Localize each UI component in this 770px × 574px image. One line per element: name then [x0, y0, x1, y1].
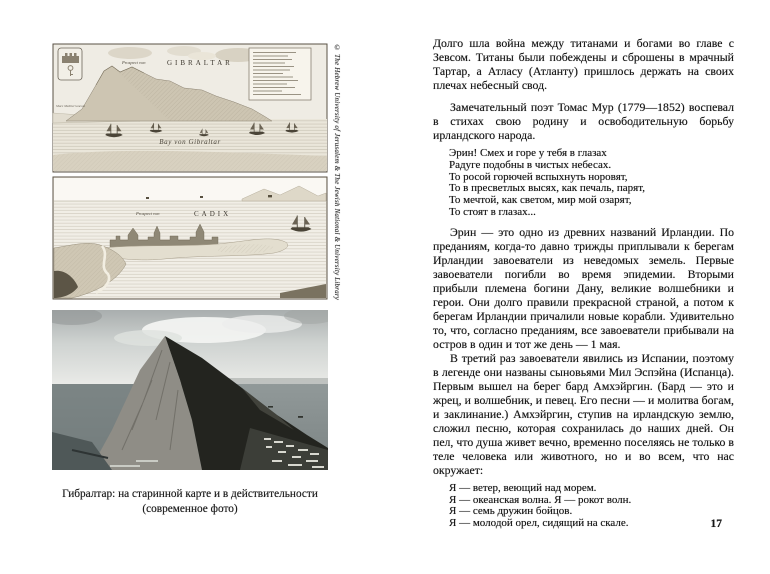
engraving-illustration	[52, 43, 328, 300]
poem-line: Радуге подобны в чистых небесах.	[449, 158, 612, 171]
photo-illustration	[52, 310, 328, 470]
cadix-title: CADIX	[194, 210, 232, 218]
gibraltar-crest-icon	[58, 48, 82, 80]
distant-coast	[228, 378, 328, 384]
photo-caption-line2: (современное фото)	[142, 502, 238, 515]
poem-line: Я — молодой орел, сидящий на скале.	[449, 517, 629, 530]
gibraltar-title-prefix: Prospect von	[122, 60, 146, 65]
poem-line: Я — океанская волна. Я — рокот волн.	[449, 493, 632, 506]
engraving-panel-gibraltar	[53, 44, 327, 172]
mare-mediterraneum-label: Mare Mediterraneum	[56, 104, 86, 108]
poem-line: Я — ветер, веющий над морем.	[449, 481, 597, 494]
engraving-panel-cadix	[53, 177, 327, 299]
poem-line: Я — семь дружин бойцов.	[449, 505, 573, 518]
paragraph-amergin: В третий раз завоеватели явились из Испании, поэтому в легенде они названы сыновьями Мил Эспэйна (Испанца). Первым вышел на берег бард Амхэйргин. (Бард — это и жрец, и волшебник, и певец. Его песни — и молитва богам, и заклинание.) Амхэйргин, ступив на ирландскую землю, сложил песню, которая сохранилась до наших дней. Он пел, что душа живет вечно, временно поселяясь не только в теле человека или животного, но и во всем, что нас окружает:	[433, 350, 734, 477]
right-page	[433, 36, 734, 556]
poem-line: Эрин! Смех и горе у тебя в глазах	[449, 147, 607, 159]
library-credit: © The Hebrew University of Jerusalem & The Jewish National & University Library	[333, 44, 341, 301]
paragraph-thomas-moore: Замечательный поэт Томас Мур (1779—1852) воспевал в стихах свою родину и освободительную борьбу ирландского народа.	[433, 100, 734, 142]
poem-line: То мечтой, как светом, мир мой озарят,	[449, 194, 632, 207]
paragraph-erin-legend: Эрин — это одно из древних названий Ирландии. По преданиям, когда-то давно трижды приплывали к берегам Ирландии завоеватели из неведомых земель. Первые завоеватели погибли во время эпидемии. Вторыми прибыли племена богини Дану, великие волшебники и герои. Они долго правили прекрасной страной, а потом к берегам Ирландии причалили новые корабли. Удивительно то, что, согласно преданиям, все завоеватели прибывали на остров в один и тот же день — 1 мая.	[433, 224, 734, 351]
poem-line: То стоят в глазах...	[449, 205, 536, 218]
photo-caption-line1: Гибралтар: на старинной карте и в действительности	[62, 488, 318, 500]
poem-amergin-song	[449, 483, 734, 530]
gibraltar-title: GIBRALTAR	[167, 59, 233, 67]
poem-erin	[449, 148, 734, 219]
page-number: 17	[710, 518, 722, 530]
photo-caption	[40, 487, 340, 516]
poem-line: То в пресветлых высях, как печаль, парят,	[449, 182, 645, 195]
paragraph-titans: Долго шла война между титанами и богами во главе с Зевсом. Титаны были побеждены и сброшены в мрачный Тартар, а Атласу (Атланту) пришлось держать на своих плечах небесный свод.	[433, 36, 734, 92]
legend-box	[249, 48, 311, 100]
bay-label: Bay von Gibraltar	[159, 138, 221, 146]
poem-line: То росой горючей вспыхнуть норовят,	[449, 170, 628, 183]
cadix-title-prefix: Prospect von	[136, 211, 160, 216]
